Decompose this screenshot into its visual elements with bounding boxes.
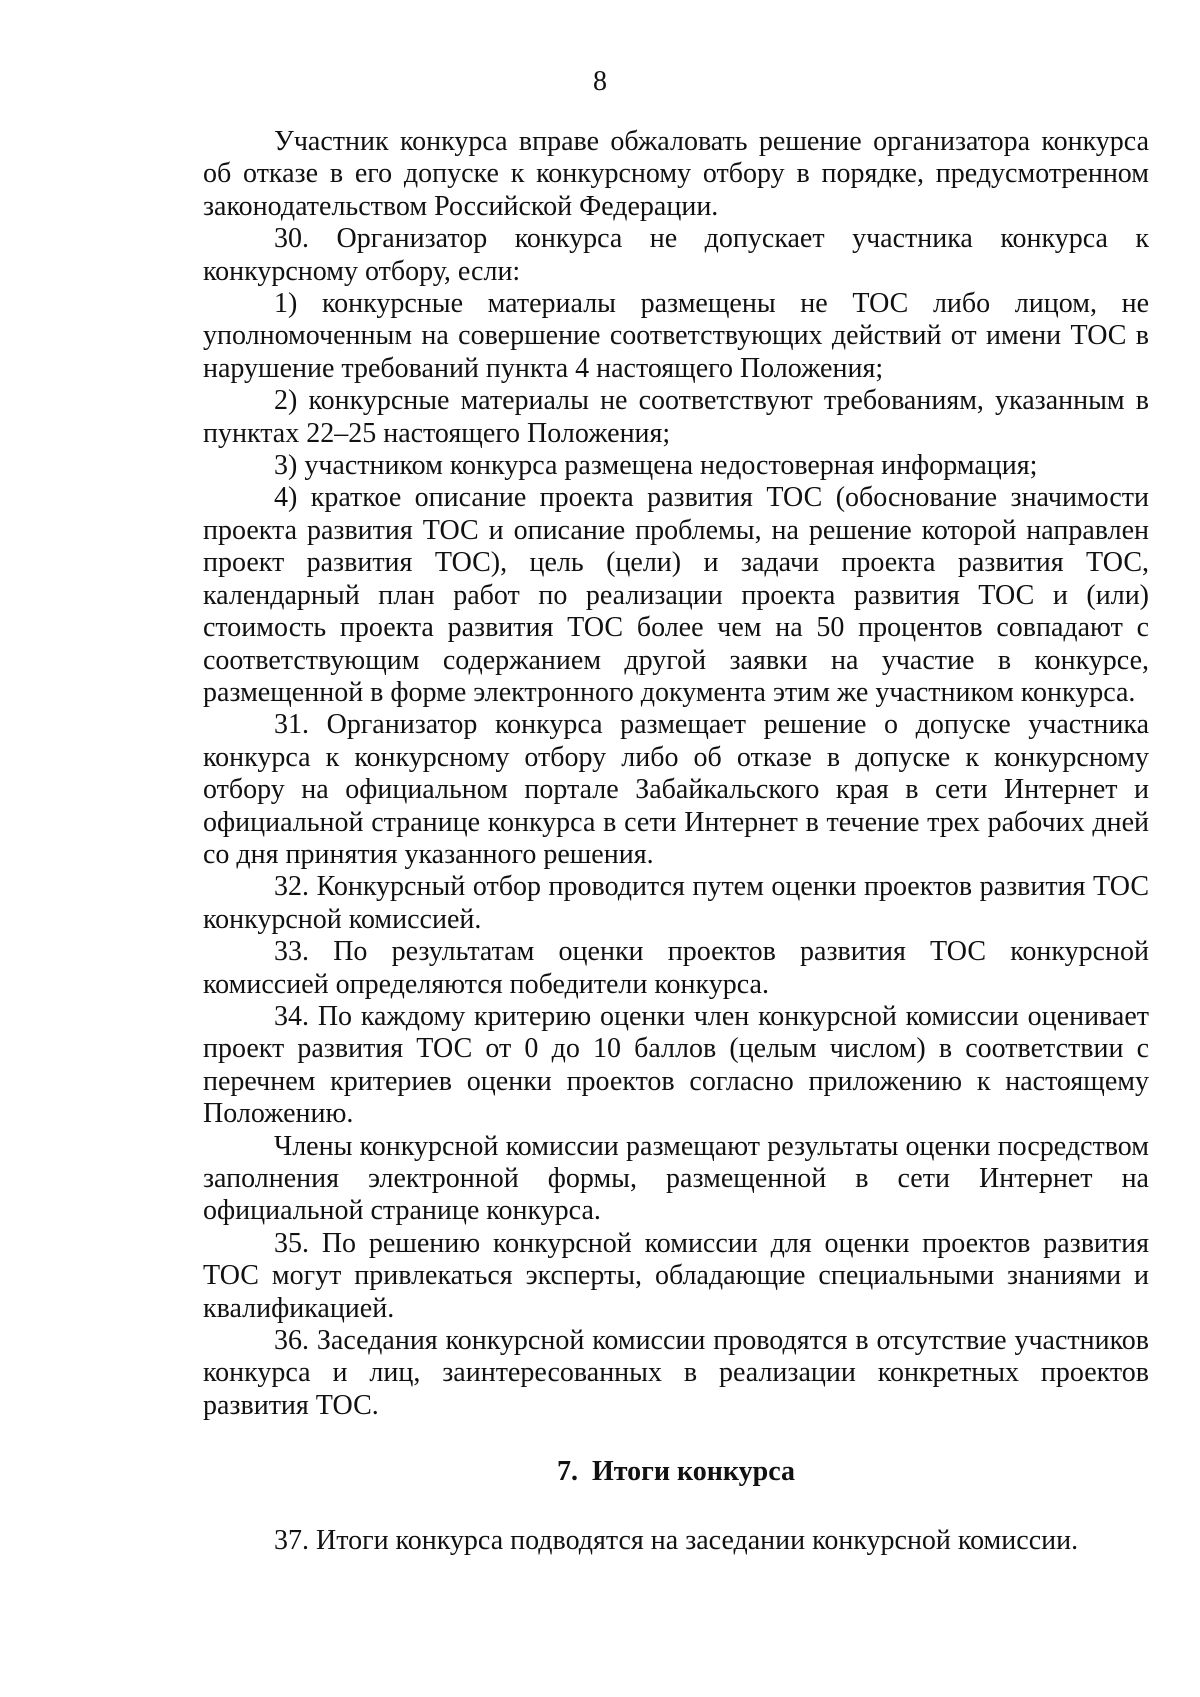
section-heading [203, 1456, 1149, 1488]
paragraph-31: 31. Организатор конкурса размещает решение о допуске участника конкурса к конкурсному отбору либо об отказе в допуске к конкурсному отбору на официальном портале Забайкальского края в сети Интернет и официальной странице конкурса в сети Интернет в течение трех рабочих дней со дня принятия указанного решения. [203, 709, 1149, 870]
paragraph-30-item-2: 2) конкурсные материалы не соответствуют требованиям, указанным в пунктах 22–25 настоящего Положения; [203, 385, 1149, 449]
paragraph-30-item-1: 1) конкурсные материалы размещены не ТОС либо лицом, не уполномоченным на совершение соответствующих действий от имени ТОС в нарушение требований пункта 4 настоящего Положения; [203, 288, 1149, 384]
document-body [203, 126, 1149, 1557]
paragraph-35: 35. По решению конкурсной комиссии для оценки проектов развития ТОС могут привлекаться эксперты, обладающие специальными знаниями и квалификацией. [203, 1227, 1149, 1324]
section-title-text: Итоги конкурса [592, 1456, 795, 1488]
paragraph-32: 32. Конкурсный отбор проводится путем оценки проектов развития ТОС конкурсной комиссией. [203, 871, 1149, 935]
paragraph-33: 33. По результатам оценки проектов развития ТОС конкурсной комиссией определяются победители конкурса. [203, 936, 1149, 1000]
paragraph-30-item-3: 3) участником конкурса размещена недостоверная информация; [274, 450, 1038, 482]
paragraph-34-members: Члены конкурсной комиссии размещают результаты оценки посредством заполнения электронной формы, размещенной в сети Интернет на официальной странице конкурса. [203, 1130, 1149, 1227]
page-number: 8 [593, 66, 607, 97]
paragraph-30-item-4: 4) краткое описание проекта развития ТОС (обоснование значимости проекта развития ТОС и описание проблемы, на решение которой направлен проект развития ТОС), цель (цели) и задачи проекта развития ТОС, календарный план работ по реализации проекта развития ТОС и (или) стоимость проекта развития ТОС более чем на 50 процентов совпадают с соответствующим содержанием другой заявки на участие в конкурсе, размещенной в форме электронного документа этим же участником конкурса. [203, 482, 1149, 708]
section-number: 7. [557, 1456, 578, 1488]
paragraph-30: 30. Организатор конкурса не допускает участника конкурса к конкурсному отбору, если: [203, 223, 1149, 287]
paragraph-34: 34. По каждому критерию оценки член конкурсной комиссии оценивает проект развития ТОС от 0 до 10 баллов (целым числом) в соответствии с перечнем критериев оценки проектов согласно приложению к настоящему Положению. [203, 1000, 1149, 1130]
paragraph-appeal-right: Участник конкурса вправе обжаловать решение организатора конкурса об отказе в его допуске к конкурсному отбору в порядке, предусмотренном законодательством Российской Федерации. [203, 126, 1149, 222]
paragraph-37: 37. Итоги конкурса подводятся на заседании конкурсной комиссии. [274, 1524, 1079, 1556]
paragraph-36: 36. Заседания конкурсной комиссии проводятся в отсутствие участников конкурса и лиц, заинтересованных в реализации конкретных проектов развития ТОС. [203, 1325, 1149, 1421]
